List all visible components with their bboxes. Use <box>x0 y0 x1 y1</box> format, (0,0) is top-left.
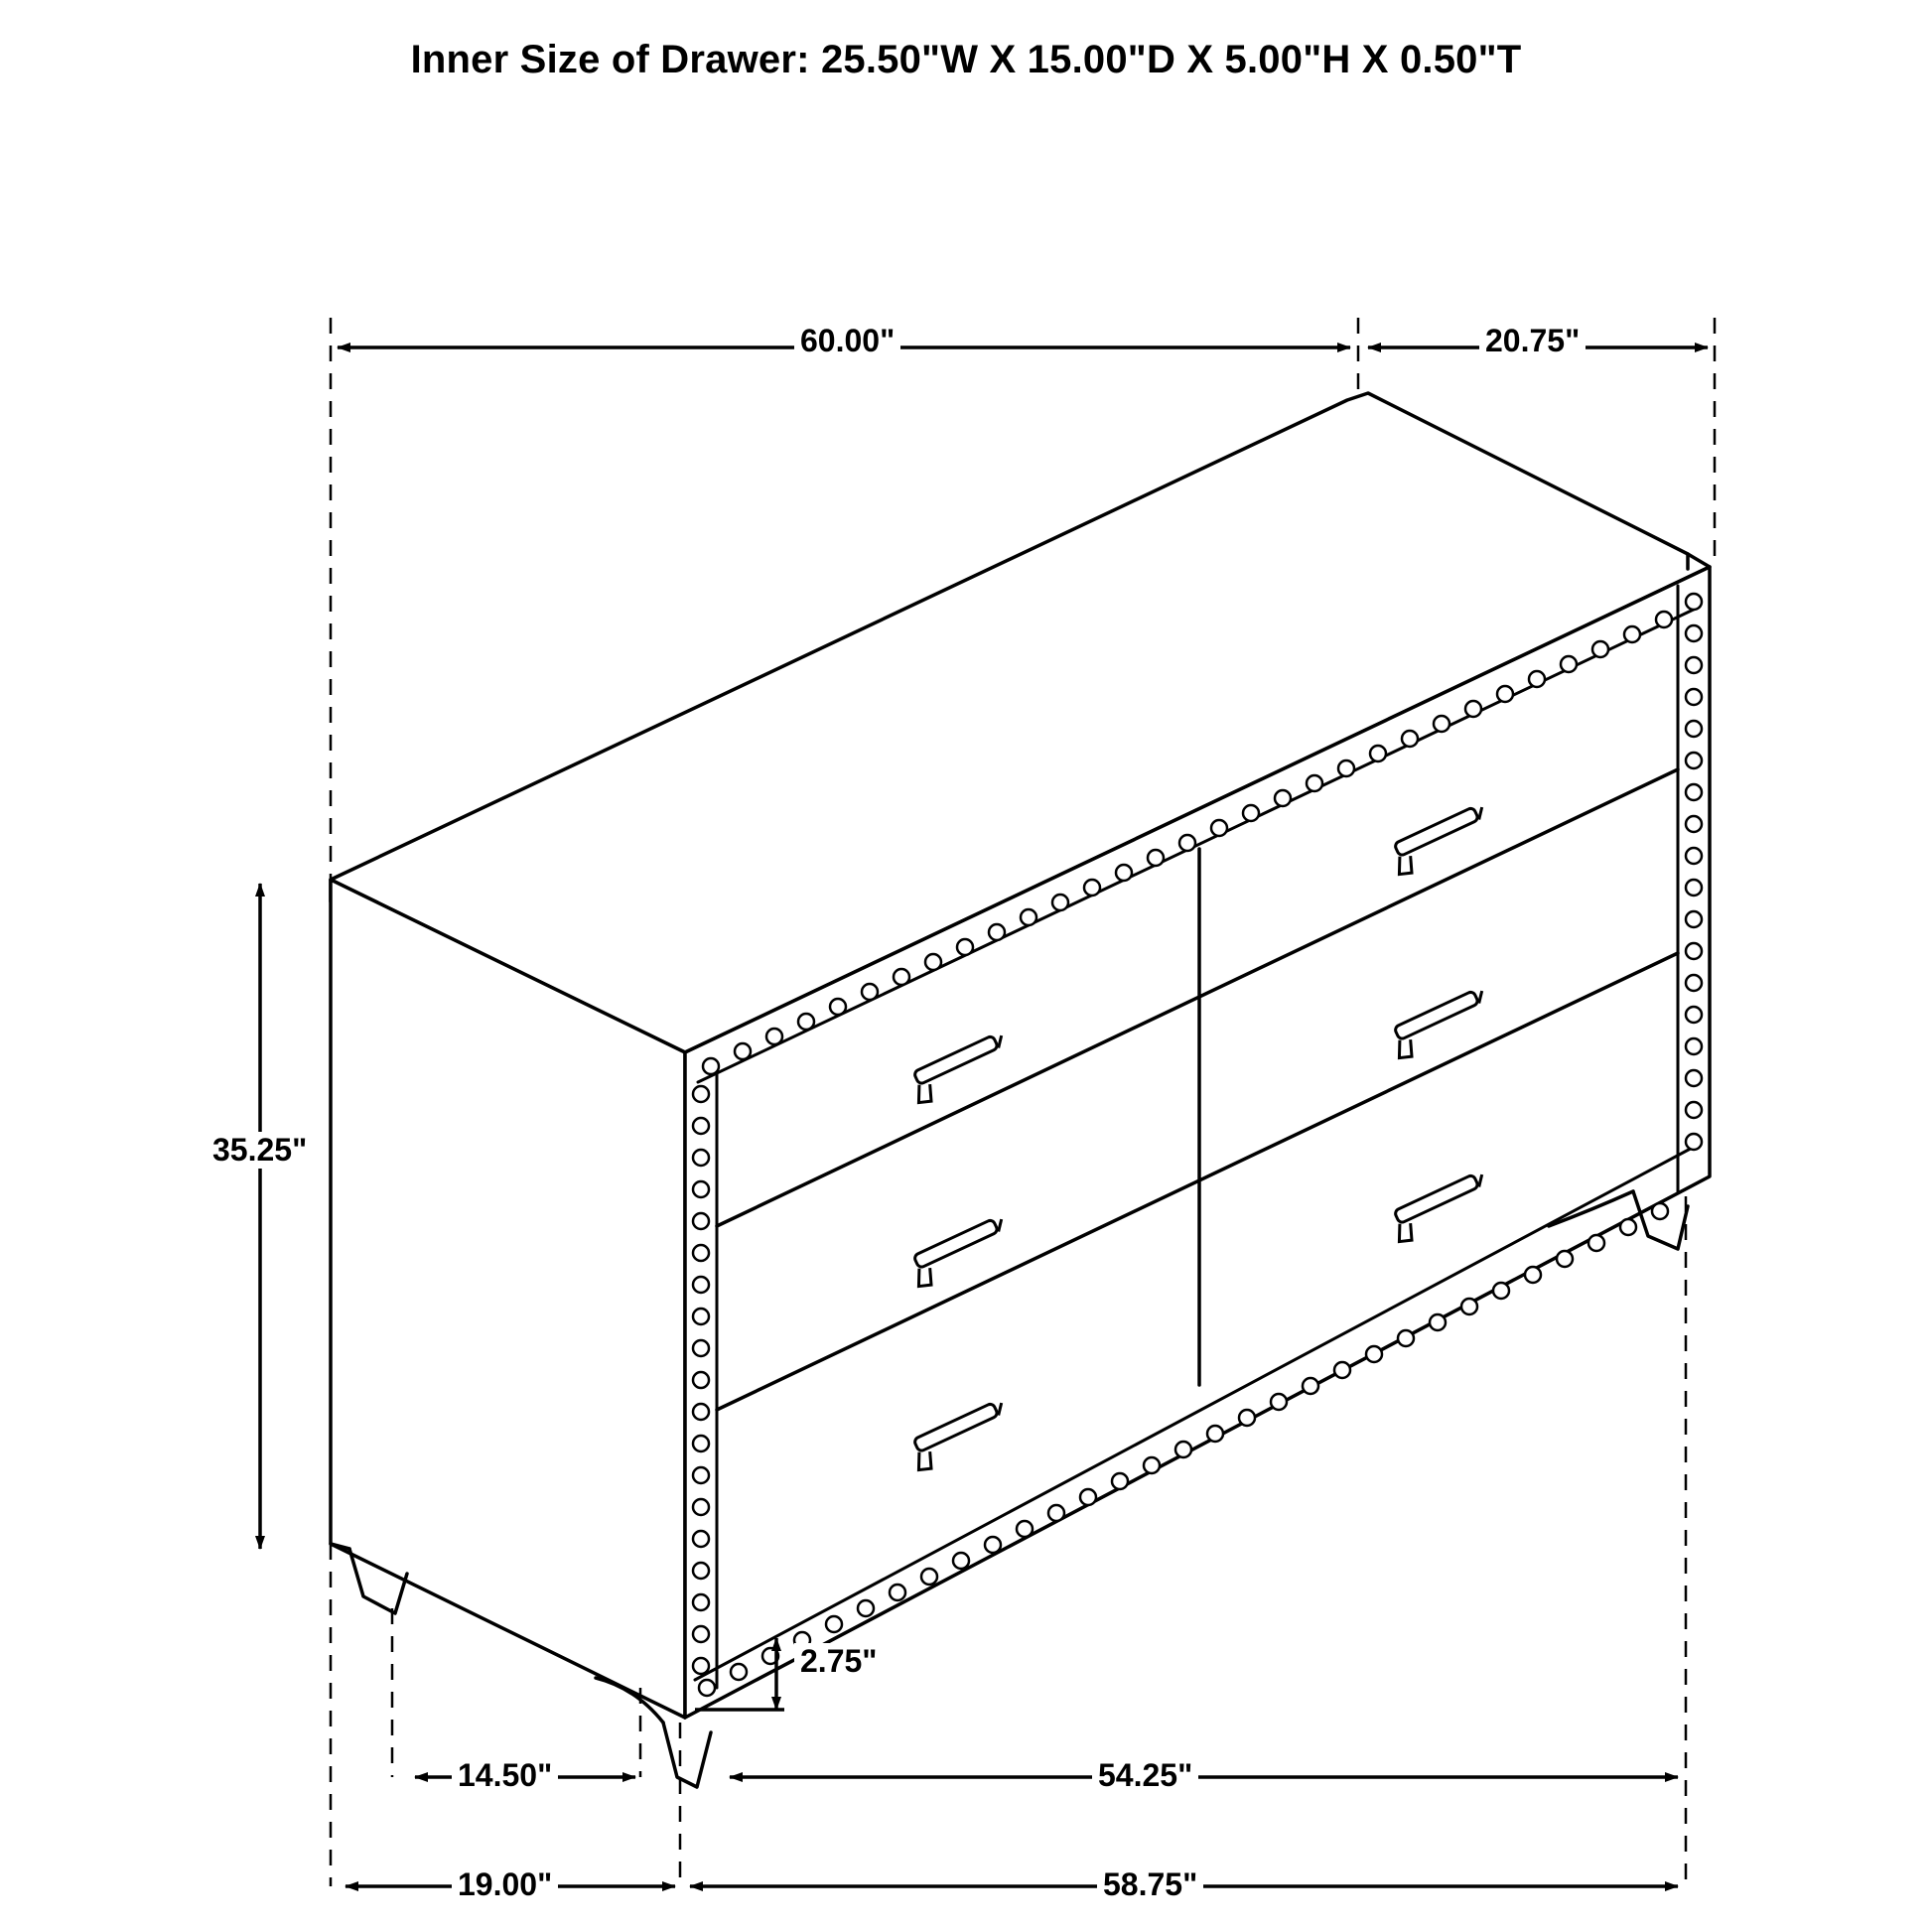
dimension-label-front-width-base: 58.75" <box>1097 1866 1203 1903</box>
dimension-label-top-depth: 20.75" <box>1479 323 1586 359</box>
dimension-label-front-foot-span: 54.25" <box>1092 1757 1198 1794</box>
dimension-label-top-width: 60.00" <box>794 323 900 359</box>
dresser-body <box>331 393 1710 1787</box>
dimension-label-side-depth-base: 19.00" <box>452 1866 558 1903</box>
dimension-label-side-foot-inset: 14.50" <box>452 1757 558 1794</box>
dimension-label-overall-height: 35.25" <box>207 1132 313 1169</box>
dimension-label-leg-height: 2.75" <box>794 1643 883 1680</box>
page-title: Inner Size of Drawer: 25.50"W X 15.00"D X 5.00"H X 0.50"T <box>410 38 1522 81</box>
